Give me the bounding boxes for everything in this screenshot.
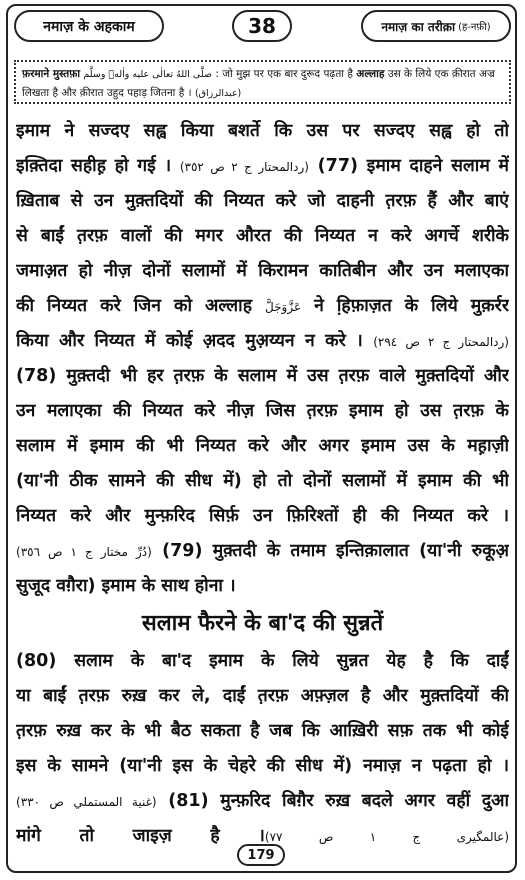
page-header [14,10,511,44]
text-segment: मांगे तो जाइज़ है । [16,826,265,846]
text-line [16,149,509,184]
book-title [14,10,164,42]
reference-citation: (غنية المستملي ص ٣٣٠) [16,795,157,809]
text-segment: (81) मुन्फ़रिद बिग़ैर रुख़ बदले अगर वहीं दुआ [156,791,509,811]
text-line: (या'नी ठीक सामने की सीध में) हो तो दोनों सलामों में इमाम की भी [16,471,509,491]
chapter-subtitle: (ह-नफ़ी) [458,22,491,33]
text-line [16,784,509,819]
reference-citation: (عالمگیری ج ١ ص ٧٧) [264,830,509,844]
text-line: निय्यत करे और मुन्फ़रिद सिर्फ़ उन फ़िरिश्तों ही की निय्यत करे । [16,506,509,526]
reference-citation: (ردالمحتار ج ٢ ص ٣٥٢) [179,160,309,174]
notice-arabic-salutation: صلَّى اللهُ تعالٰى عليه واٰلهٖ وسلَّم [83,69,213,80]
text-segment: ने हि़फ़ाज़त के लिये मुक़र्रर [301,296,509,316]
text-line [16,324,509,359]
text-line: से बाईं त़रफ़ वालों की मगर औरत की निय्यत न करे अगर्चे शरीके [16,226,509,246]
section-heading: सलाम फैरने के बा'द की सुन्नतें [141,611,384,636]
page-number-top-text: 38 [248,14,276,38]
text-line: सुजूद वग़ैरा) इमाम के साथ होना । [16,576,236,596]
reference-citation: (ردالمحتار ج ٢ ص ٢٩٤) [373,335,509,349]
arabic-honorific: عَزَّوَجَلَّ [265,300,302,314]
book-title-text: नमाज़ के अहकाम [43,18,135,35]
notice-source: (عبدالرزاق) [194,88,242,99]
notice-allah: अल्लाह [356,68,385,80]
text-line: जमाअ़त हो नीज़ दोनों सलामों में किरामन कातिबीन और उन मलाएका [16,261,509,281]
page-number-bottom-text: 179 [247,847,275,863]
notice-text-b: उस के लिये एक क़ीरात अज्र लिखता है और क़ीरात उहुद पहाड़ जितना है । [22,68,495,99]
main-text [16,114,509,854]
hadith-notice-box [14,60,511,104]
text-line: या बाईं त़रफ़ रुख़ कर ले, दाईं त़रफ़ अफ़्ज़ल है और मुक़्तदियों की [16,686,509,706]
text-line: त़रफ़ रुख़ कर के भी बैठ सकता है जब कि आख़िरी सफ़ तक भी कोई [16,721,509,741]
allah-name: अल्लाह [205,296,252,316]
text-line: सलाम में इमाम की भी निय्यत करे और अगर इमाम उस के मह़ाज़ी [16,436,509,456]
text-line [16,289,509,324]
notice-label: फ़रमाने मुस्तफ़ा [22,68,81,80]
page-number-top [232,10,292,42]
chapter-title-text: नमाज़ का तरीक़ा [381,19,456,34]
page-number-bottom [237,844,285,866]
text-line: ख़िताब से उन मुक़्तदियों की निय्यत करे जो दाहनी त़रफ़ हैं और बाएं [16,191,509,211]
text-line: (78) मुक़्तदी भी हर त़रफ़ के सलाम में उस त़रफ़ वाले मुक़्तदियों और [16,366,509,386]
text-segment: (77) इमाम दाहने सलाम में [308,156,509,176]
reference-citation: (دُرِّ مختار ج ١ ص ٣٥٦) [16,545,152,559]
text-line: इमाम ने सज्दए सह्व किया बशर्ते कि उस पर सज्दए सह्व हो तो [16,121,509,141]
notice-text-a: : जो मुझ पर एक बार दुरूद पढ़ता है [215,68,357,80]
text-segment: किया और निय्यत में कोई अ़दद मुअ़य्यन न करे । [16,331,374,351]
text-segment: (79) मुक़्तदी के तमाम इन्तिक़ालात (या'नी रुकूअ़ [151,541,509,561]
text-line: (80) सलाम के बा'द इमाम के लिये सुन्नत येह है कि दाईं [16,651,509,671]
text-line: उन मलाएका की निय्यत करे नीज़ जिस त़रफ़ इमाम हो उस त़रफ़ के [16,401,509,421]
text-segment: की निय्यत करे जिन को [16,296,206,316]
text-line: इस के सामने (या'नी इस के चेहरे की सीध में) नमाज़ न पढ़ता हो । [16,756,509,776]
text-segment: इक़्तिदा सहीह़ हो गई । [16,156,180,176]
text-line [16,534,509,569]
chapter-title [361,10,511,42]
